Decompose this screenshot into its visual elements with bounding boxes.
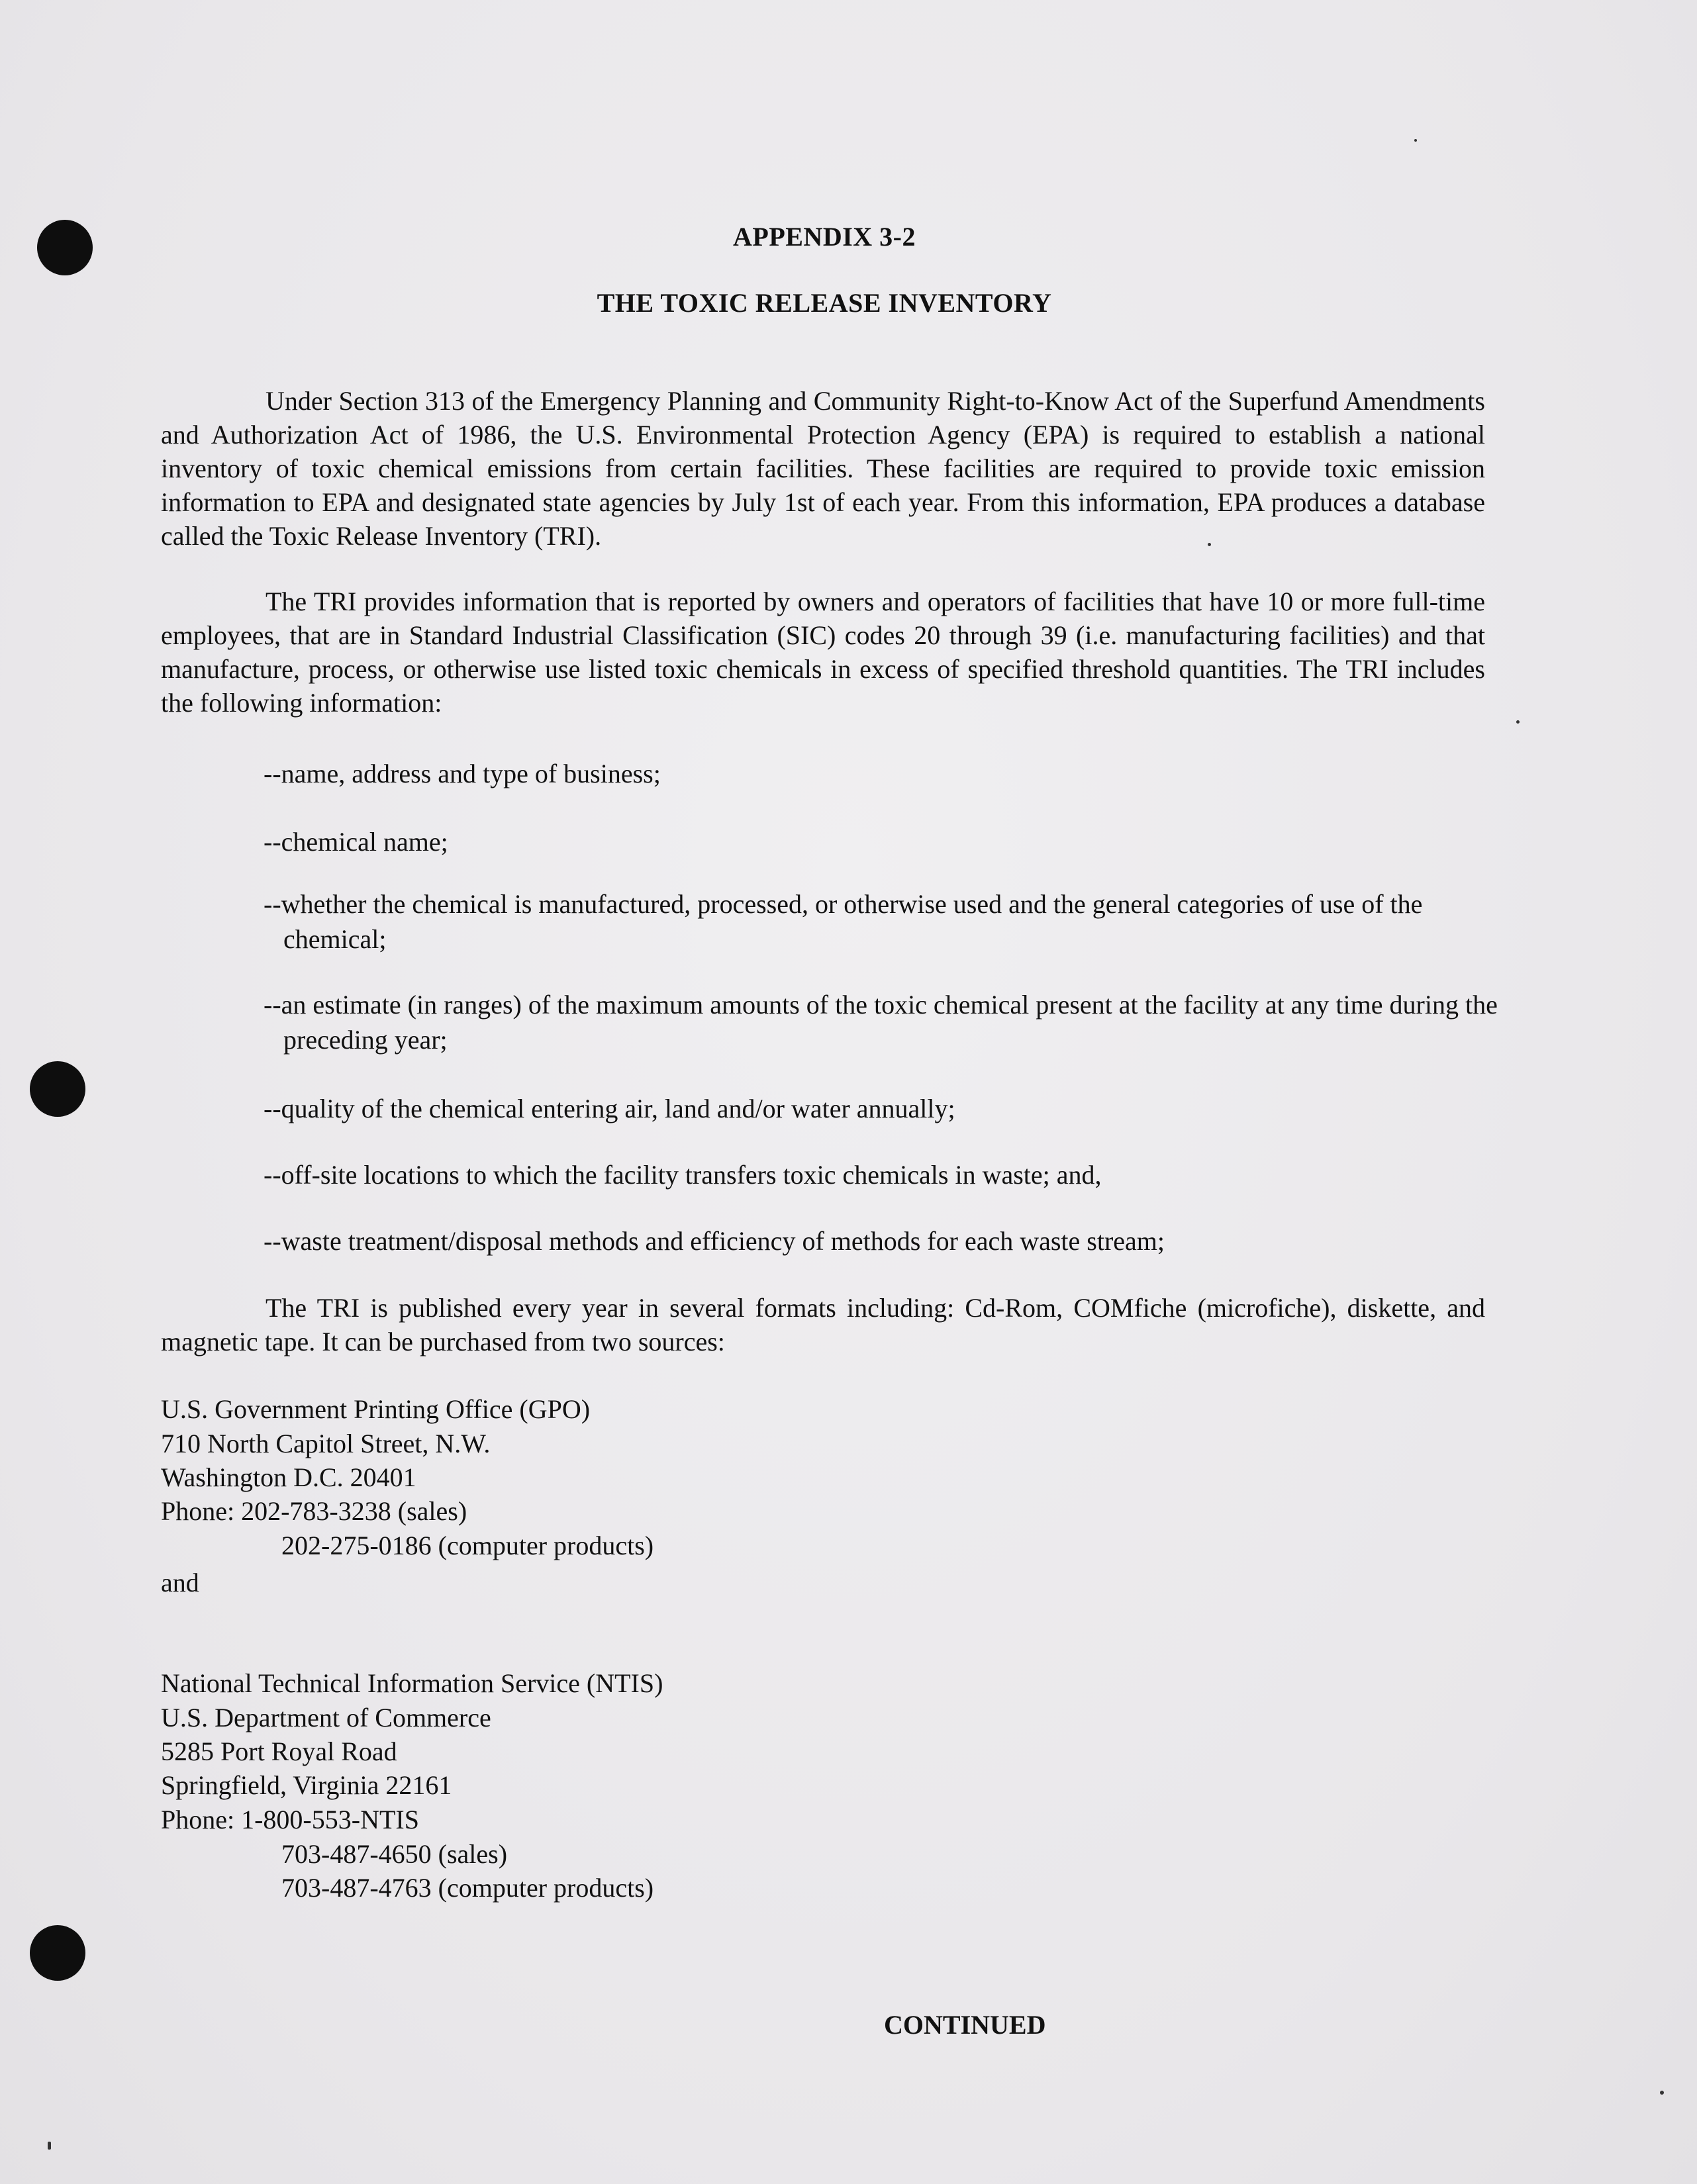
connector-text: and	[161, 1568, 199, 1597]
list-item: --name, address and type of business;	[264, 759, 661, 788]
ntis-street: 5285 Port Royal Road	[161, 1736, 397, 1766]
list-item: --an estimate (in ranges) of the maximum amounts of the toxic chemical present at the facility at any time during the preceding year;	[264, 990, 1498, 1055]
ntis-phone-computer: 703-487-4763 (computer products)	[281, 1873, 654, 1903]
gpo-street: 710 North Capitol Street, N.W.	[161, 1429, 491, 1458]
ntis-city: Springfield, Virginia 22161	[161, 1770, 452, 1800]
list-item: --whether the chemical is manufactured, processed, or otherwise used and the general categories of use of the chemical;	[264, 889, 1423, 954]
ntis-name: National Technical Information Service (NTIS)	[161, 1668, 663, 1698]
document-title: THE TOXIC RELEASE INVENTORY	[597, 288, 1052, 318]
ntis-phone-main: Phone: 1-800-553-NTIS	[161, 1805, 419, 1834]
tri-description-paragraph: The TRI provides information that is reported by owners and operators of facilities that have 10 or more full-time employees, that are in Standard Industrial Classification (SIC) codes 20 through 39 (i.e. manufacturing facilities) and that manufacture, process, or otherwise use listed toxic chemicals in excess of specified threshold quantities. The TRI includes the following information:	[161, 587, 1485, 718]
paper-speck	[1660, 2091, 1664, 2095]
punch-hole-bottom	[30, 1925, 85, 1981]
gpo-phone-computer: 202-275-0186 (computer products)	[281, 1531, 654, 1560]
appendix-title: APPENDIX 3-2	[733, 222, 916, 252]
list-item: --chemical name;	[264, 827, 448, 857]
gpo-name: U.S. Government Printing Office (GPO)	[161, 1394, 591, 1424]
list-item: --waste treatment/disposal methods and efficiency of methods for each waste stream;	[264, 1226, 1165, 1256]
continued-footer: CONTINUED	[884, 2010, 1046, 2040]
punch-hole-middle	[30, 1061, 85, 1117]
intro-paragraph: Under Section 313 of the Emergency Planning and Community Right-to-Know Act of the Superfund Amendments and Authorization Act of 1986, the U.S. Environmental Protection Agency (EPA) is required to establish a national inventory of toxic chemical emissions from certain facilities. These facilities are required to provide toxic emission information to EPA and designated state agencies by July 1st of each year. From this information, EPA produces a database called the Toxic Release Inventory (TRI).	[161, 386, 1485, 551]
list-item: --off-site locations to which the facility transfers toxic chemicals in waste; and,	[264, 1160, 1102, 1190]
paper-speck	[48, 2142, 51, 2150]
publication-paragraph: The TRI is published every year in several formats including: Cd-Rom, COMfiche (microfiche), diskette, and magnetic tape. It can be purchased from two sources:	[161, 1293, 1485, 1356]
ntis-phone-sales: 703-487-4650 (sales)	[281, 1839, 508, 1869]
paper-speck	[1516, 720, 1520, 724]
list-item: --quality of the chemical entering air, land and/or water annually;	[264, 1094, 955, 1123]
ntis-department: U.S. Department of Commerce	[161, 1703, 491, 1733]
gpo-phone-sales: Phone: 202-783-3238 (sales)	[161, 1496, 467, 1526]
paper-speck	[1414, 139, 1417, 142]
gpo-city: Washington D.C. 20401	[161, 1462, 416, 1492]
